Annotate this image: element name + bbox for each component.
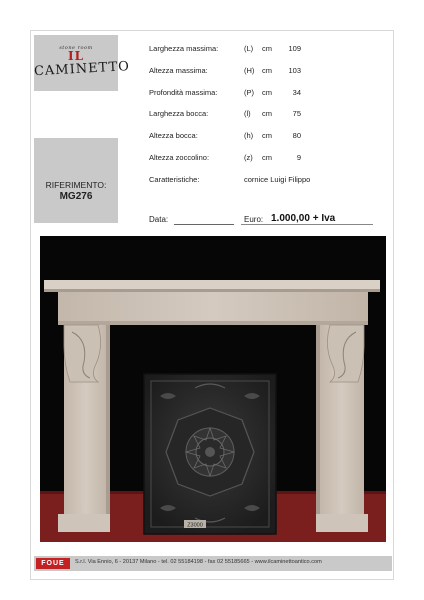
- footer-logo: FOUE: [36, 558, 70, 569]
- spec-unit: cm: [262, 109, 272, 118]
- right-plinth: [316, 514, 368, 532]
- spec-label: Altezza massima:: [149, 66, 208, 75]
- brand-logo: [33, 35, 131, 91]
- characteristics-label: Caratteristiche:: [149, 175, 200, 184]
- spec-row-max-depth: [149, 88, 389, 100]
- spec-code: (L): [244, 44, 254, 53]
- mantel-frieze: [58, 292, 368, 325]
- fireplace-illustration: [40, 236, 386, 542]
- spec-value: 80: [292, 131, 301, 140]
- spec-unit: cm: [262, 153, 272, 162]
- date-label: Data:: [149, 215, 169, 224]
- spec-label: Profondità massima:: [149, 88, 218, 97]
- spec-row-opening-width: [149, 109, 389, 121]
- spec-value: 75: [292, 109, 301, 118]
- logo-name: CAMINETTO: [33, 59, 131, 80]
- spec-unit: cm: [262, 88, 272, 97]
- spec-code: (H): [244, 66, 255, 75]
- spec-label: Altezza bocca:: [149, 131, 198, 140]
- spec-row-plinth-height: [149, 153, 389, 165]
- spec-label: Altezza zoccolino:: [149, 153, 210, 162]
- footer-bar: [34, 556, 392, 571]
- reference-label: RIFERIMENTO:: [45, 180, 107, 190]
- fireplace-photo: [40, 236, 386, 542]
- reference-box: [34, 138, 118, 223]
- price-value: 1.000,00 + Iva: [271, 213, 336, 224]
- date-line: [174, 224, 234, 225]
- spec-row-characteristics: [149, 175, 389, 187]
- price-line: [241, 224, 373, 225]
- left-plinth: [58, 514, 110, 532]
- plate-tag-text: Z3000: [187, 522, 203, 529]
- spec-value: 109: [288, 44, 301, 53]
- spec-unit: cm: [262, 44, 272, 53]
- spec-code: (l): [244, 109, 251, 118]
- characteristics-value: cornice Luigi Filippo: [244, 175, 311, 184]
- spec-value: 9: [296, 153, 301, 162]
- spec-code: (h): [244, 131, 254, 140]
- spec-row-opening-height: [149, 131, 389, 143]
- spec-row-max-height: [149, 66, 389, 78]
- spec-code: (z): [244, 153, 253, 162]
- price-label: Euro:: [244, 215, 264, 224]
- spec-row-max-width: [149, 44, 389, 56]
- spec-unit: cm: [262, 131, 272, 140]
- spec-code: (P): [244, 88, 254, 97]
- spec-value: 34: [292, 88, 301, 97]
- spec-label: Larghezza bocca:: [149, 109, 209, 118]
- logo-tagline: stone room: [59, 45, 93, 51]
- spec-unit: cm: [262, 66, 272, 75]
- catalog-sheet: [30, 30, 394, 580]
- spec-value: 103: [288, 66, 301, 75]
- spec-label: Larghezza massima:: [149, 44, 219, 53]
- mantel-shelf: [44, 280, 380, 289]
- footer-contact: S.r.l. Via Ennio, 6 - 20137 Milano - tel. 02 55184198 - fax 02 55185665 - www.ilcaminettoantico.com: [75, 559, 322, 565]
- reference-code: MG276: [59, 191, 93, 202]
- logo-il: IL: [67, 49, 85, 63]
